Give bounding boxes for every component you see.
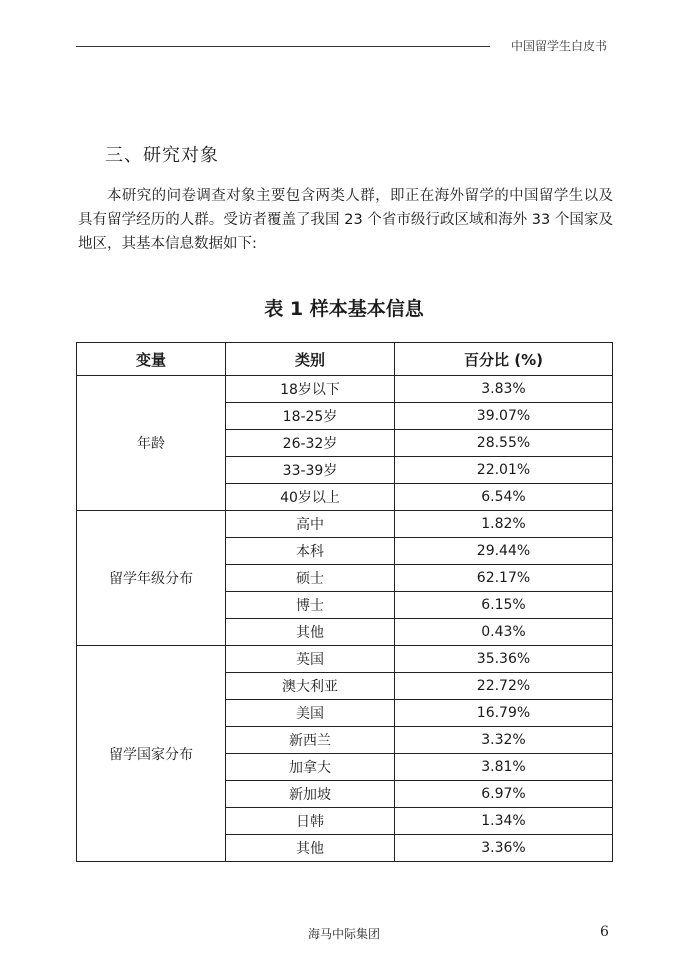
category-cell: 40岁以上 <box>226 484 395 511</box>
header-percent: 百分比 (%) <box>395 343 613 376</box>
percent-cell: 1.34% <box>395 808 613 835</box>
category-cell: 高中 <box>226 511 395 538</box>
category-cell: 英国 <box>226 646 395 673</box>
category-cell: 日韩 <box>226 808 395 835</box>
section-heading: 三、研究对象 <box>105 145 219 166</box>
percent-cell: 29.44% <box>395 538 613 565</box>
category-cell: 本科 <box>226 538 395 565</box>
header-rule <box>76 46 490 47</box>
percent-cell: 6.54% <box>395 484 613 511</box>
variable-cell-country: 留学国家分布 <box>77 646 226 862</box>
percent-cell: 3.83% <box>395 376 613 403</box>
category-cell: 硕士 <box>226 565 395 592</box>
table-row <box>77 511 613 538</box>
table-row <box>77 646 613 673</box>
percent-cell: 35.36% <box>395 646 613 673</box>
category-cell: 18岁以下 <box>226 376 395 403</box>
category-cell: 18-25岁 <box>226 403 395 430</box>
percent-cell: 22.72% <box>395 673 613 700</box>
percent-cell: 3.81% <box>395 754 613 781</box>
variable-cell-age: 年龄 <box>77 376 226 511</box>
percent-cell: 3.32% <box>395 727 613 754</box>
category-cell: 博士 <box>226 592 395 619</box>
percent-cell: 6.15% <box>395 592 613 619</box>
category-cell: 其他 <box>226 835 395 862</box>
table-header-row <box>77 343 613 376</box>
percent-cell: 1.82% <box>395 511 613 538</box>
category-cell: 美国 <box>226 700 395 727</box>
category-cell: 33-39岁 <box>226 457 395 484</box>
category-cell: 澳大利亚 <box>226 673 395 700</box>
page-number: 6 <box>600 924 609 940</box>
table-title: 表 1 样本基本信息 <box>264 298 424 320</box>
percent-cell: 6.97% <box>395 781 613 808</box>
percent-cell: 39.07% <box>395 403 613 430</box>
footer-organization: 海马中际集团 <box>307 927 380 941</box>
header-category: 类别 <box>226 343 395 376</box>
category-cell: 新西兰 <box>226 727 395 754</box>
header-title: 中国留学生白皮书 <box>511 39 608 53</box>
percent-cell: 62.17% <box>395 565 613 592</box>
sample-info-table <box>76 342 613 862</box>
category-cell: 其他 <box>226 619 395 646</box>
category-cell: 新加坡 <box>226 781 395 808</box>
category-cell: 26-32岁 <box>226 430 395 457</box>
table-row <box>77 376 613 403</box>
variable-cell-grade: 留学年级分布 <box>77 511 226 646</box>
intro-paragraph: 本研究的问卷调查对象主要包含两类人群，即正在海外留学的中国留学生以及具有留学经历的人群。受访者覆盖了我国 23 个省市级行政区域和海外 33 个国家及地区，其基本信息数据如下: <box>78 188 613 252</box>
table-header <box>77 343 613 376</box>
header-variable: 变量 <box>77 343 226 376</box>
percent-cell: 16.79% <box>395 700 613 727</box>
percent-cell: 0.43% <box>395 619 613 646</box>
percent-cell: 3.36% <box>395 835 613 862</box>
table-body <box>77 376 613 862</box>
percent-cell: 22.01% <box>395 457 613 484</box>
percent-cell: 28.55% <box>395 430 613 457</box>
category-cell: 加拿大 <box>226 754 395 781</box>
